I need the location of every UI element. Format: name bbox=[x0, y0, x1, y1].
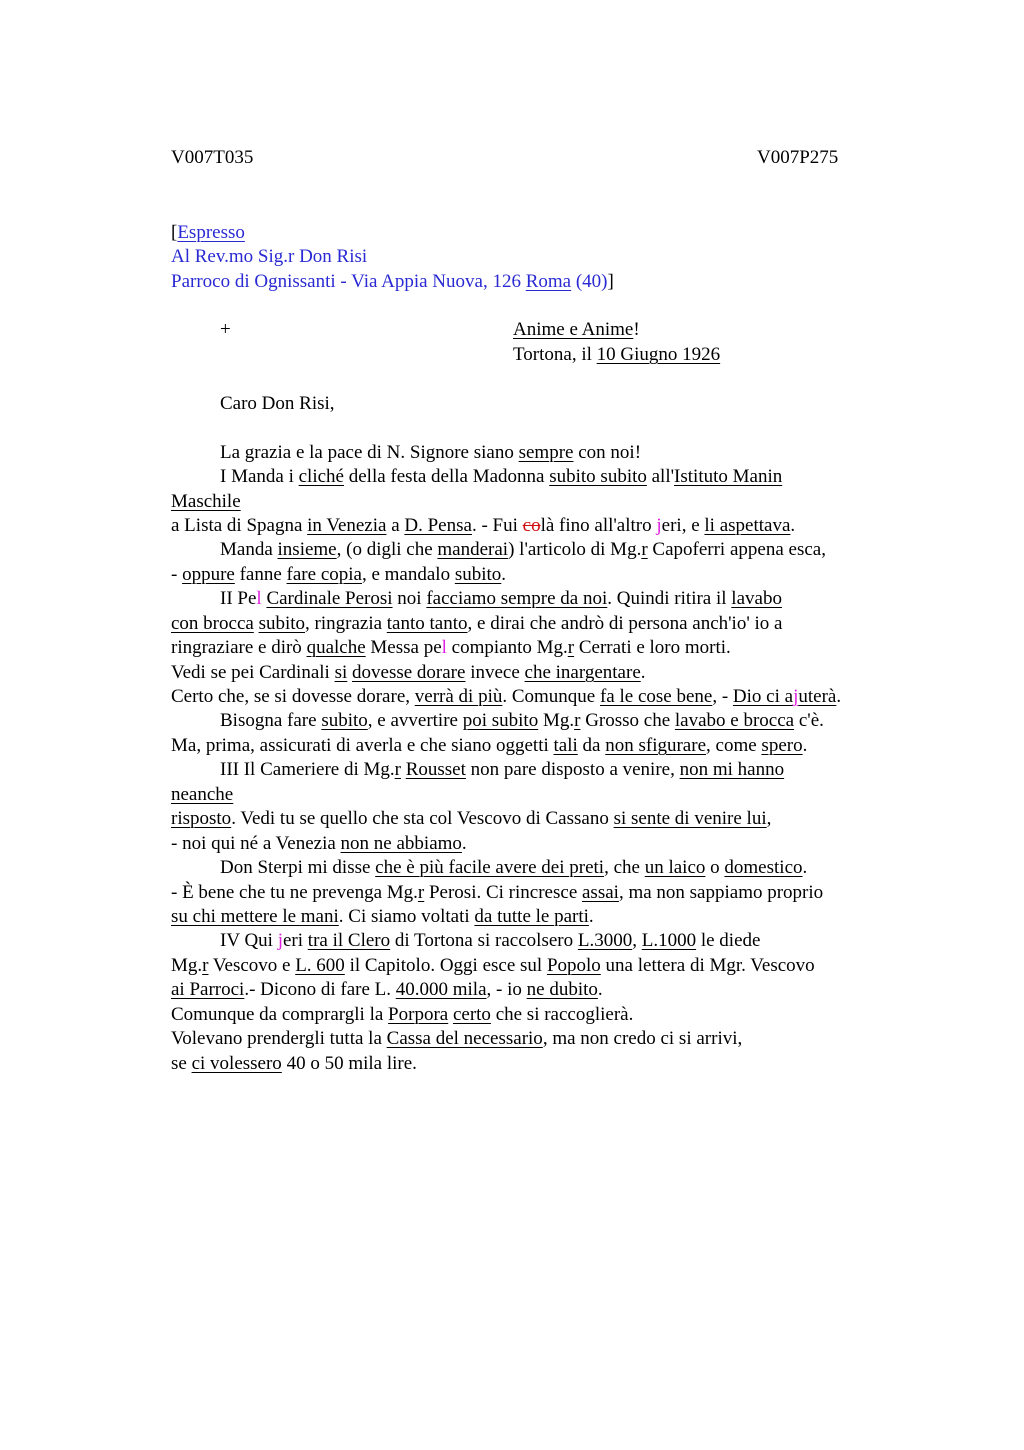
place-date: Tortona, il 10 Giugno 1926 bbox=[513, 344, 721, 365]
document-code-left: V007T035 bbox=[171, 147, 254, 168]
text-line: III Il Cameriere di Mg.r Rousset non pare disposto a venire, non mi hanno bbox=[220, 759, 785, 780]
cross-mark: + bbox=[220, 319, 231, 340]
address-line-3: Parroco di Ognissanti - Via Appia Nuova, 126 Roma (40)] bbox=[171, 271, 614, 292]
text-line: Vedi se pei Cardinali si dovesse dorare invece che inargentare. bbox=[171, 662, 646, 683]
text-line: neanche bbox=[171, 784, 234, 805]
espresso-note: Espresso bbox=[177, 222, 245, 243]
text-line: - È bene che tu ne prevenga Mg.r Perosi. Ci rincresce assai, ma non sappiamo proprio bbox=[171, 882, 824, 903]
document-code-right: V007P275 bbox=[757, 147, 839, 168]
text-line: a Lista di Spagna in Venezia a D. Pensa. - Fui colà fino all'altro jeri, e li aspettava. bbox=[171, 515, 796, 536]
text-line: con brocca subito, ringrazia tanto tanto, e dirai che andrò di persona anch'io' io a bbox=[171, 613, 783, 634]
address-line-2: Al Rev.mo Sig.r Don Risi bbox=[171, 246, 368, 267]
text-line: Manda insieme, (o digli che manderai) l'articolo di Mg.r Capoferri appena esca, bbox=[220, 539, 826, 560]
salutation: Caro Don Risi, bbox=[220, 393, 335, 414]
text-line: I Manda i cliché della festa della Madonna subito subito all'Istituto Manin bbox=[220, 466, 783, 487]
text-line: Maschile bbox=[171, 491, 241, 512]
motto: Anime e Anime! bbox=[513, 319, 640, 340]
text-line: Comunque da comprargli la Porpora certo che si raccoglierà. bbox=[171, 1004, 634, 1025]
text-line: II Pel Cardinale Perosi noi facciamo sempre da noi. Quindi ritira il lavabo bbox=[220, 588, 782, 609]
text-line: ringraziare e dirò qualche Messa pel compianto Mg.r Cerrati e loro morti. bbox=[171, 637, 731, 658]
text-line: - oppure fanne fare copia, e mandalo subito. bbox=[171, 564, 507, 585]
text-line: Mg.r Vescovo e L. 600 il Capitolo. Oggi esce sul Popolo una lettera di Mgr. Vescovo bbox=[171, 955, 815, 976]
address-line-1 bbox=[171, 221, 245, 245]
text-line: - noi qui né a Venezia non ne abbiamo. bbox=[171, 833, 467, 854]
text-line: se ci volessero 40 o 50 mila lire. bbox=[171, 1053, 417, 1074]
text-line: La grazia e la pace di N. Signore siano sempre con noi! bbox=[220, 442, 642, 463]
text-line: IV Qui jeri tra il Clero di Tortona si raccolsero L.3000, L.1000 le diede bbox=[220, 930, 761, 951]
text-line: Volevano prendergli tutta la Cassa del necessario, ma non credo ci si arrivi, bbox=[171, 1028, 743, 1049]
text-line: Certo che, se si dovesse dorare, verrà di più. Comunque fa le cose bene, - Dio ci ajuterà. bbox=[171, 686, 842, 707]
text-line: ai Parroci.- Dicono di fare L. 40.000 mila, - io ne dubito. bbox=[171, 979, 603, 1000]
bracket-open: [ bbox=[171, 222, 178, 243]
text-line: risposto. Vedi tu se quello che sta col Vescovo di Cassano si sente di venire lui, bbox=[171, 808, 772, 829]
text-line: Bisogna fare subito, e avvertire poi subito Mg.r Grosso che lavabo e brocca c'è. bbox=[220, 710, 824, 731]
text-line: Don Sterpi mi disse che è più facile avere dei preti, che un laico o domestico. bbox=[220, 857, 808, 878]
text-line: su chi mettere le mani. Ci siamo voltati da tutte le parti. bbox=[171, 906, 594, 927]
text-line: Ma, prima, assicurati di averla e che siano oggetti tali da non sfigurare, come spero. bbox=[171, 735, 808, 756]
struck-text: co bbox=[522, 515, 541, 536]
bracket-close: ] bbox=[607, 271, 614, 292]
